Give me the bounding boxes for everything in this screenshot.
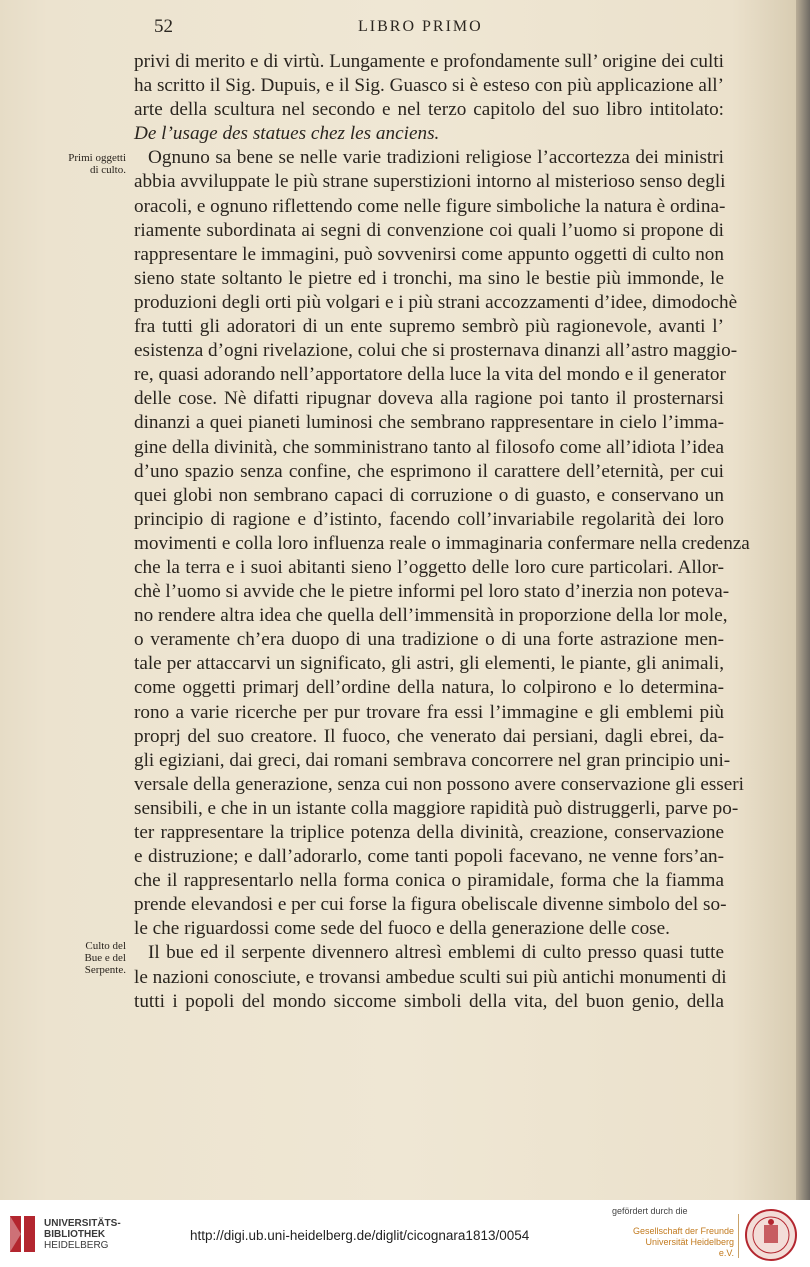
- text-line: arte della scultura nel secondo e nel terzo capitolo del suo libro intitolato:: [134, 99, 724, 121]
- text-line: fra tutti gli adoratori di un ente supremo sembrò più ragionevole, avanti l’: [134, 316, 724, 338]
- text-line: gine della divinità, che somministrano tanto al filosofo come all’idiota l’idea: [134, 436, 724, 458]
- text-line: le che riguardossi come sede del fuoco e della generazione delle cose.: [134, 918, 670, 940]
- library-name: UNIVERSITÄTS- BIBLIOTHEK HEIDELBERG: [44, 1218, 121, 1251]
- text-line: abbia avviluppate le più strane superstizioni intorno al misterioso senso degli: [134, 171, 726, 193]
- body-text: [134, 50, 750, 1014]
- book-spine: [796, 0, 810, 1200]
- text-line: rappresentare le immagini, può sovvenirsi come appunto oggetti di culto non: [134, 243, 724, 265]
- footer-divider: [738, 1214, 739, 1258]
- text-line: che il rappresentarlo nella forma conica o piramidale, forma che la fiamma: [134, 870, 724, 892]
- text-line: movimenti e colla loro influenza reale o immaginaria confermare nella credenza: [134, 532, 750, 554]
- text-line: ha scritto il Sig. Dupuis, e il Sig. Guasco si è esteso con più applicazione all’: [134, 75, 724, 97]
- text-line: prende elevandosi e per cui forse la figura obeliscale divenne simbolo del so-: [134, 894, 727, 916]
- text-line: chè l’uomo si avvide che le pietre informi pel loro stato d’inerzia non poteva-: [134, 581, 730, 603]
- margin-note-line: Bue e del: [84, 952, 126, 964]
- text-line: tale per attaccarvi un significato, gli astri, gli elementi, le piante, gli animali,: [134, 653, 724, 675]
- sponsor-intro: gefördert durch die: [612, 1206, 688, 1216]
- text-line: sensibili, e che in un istante colla maggiore rapidità può distruggerli, parve po-: [134, 797, 739, 819]
- margin-note-line: Serpente.: [84, 964, 126, 976]
- text-line: come oggetti primarj dell’ordine della natura, lo colpirono e lo determina-: [134, 677, 724, 699]
- text-line: proprj del suo creatore. Il fuoco, che venerato dai persiani, dagli ebrei, da-: [134, 725, 724, 747]
- text-line: gli egiziani, dai greci, dai romani sembrava concorrere nel gran principio uni-: [134, 749, 731, 771]
- margin-note-line: di culto.: [89, 164, 126, 176]
- page-header: [0, 16, 796, 46]
- text-line: re, quasi adorando nell’apportatore della luce la vita del mondo e il generator: [134, 364, 726, 386]
- text-line: principio di ragione e d’istinto, facendo coll’invariabile regolarità dei loro: [134, 508, 724, 530]
- text-line: che la terra e i suoi abitanti sieno l’oggetto delle loro cure particolari. Allor-: [134, 556, 724, 578]
- university-seal-icon: [744, 1208, 798, 1262]
- text-line: Ognuno sa bene se nelle varie tradizioni religiose l’accortezza dei ministri: [148, 147, 724, 169]
- page-number: 52: [154, 16, 173, 37]
- sponsor-name: Gesellschaft der Freunde Universität Heidelberg e.V.: [632, 1226, 734, 1258]
- text-line: delle cose. Nè difatti ripugnar doveva alla ragione poi tanto il prosternarsi: [134, 388, 724, 410]
- library-logo-icon: [8, 1214, 38, 1254]
- margin-note-line: Primi oggetti: [68, 152, 126, 164]
- text-line: sieno state soltanto le pietre ed i tronchi, ma sino le bestie più immonde, le: [134, 267, 724, 289]
- text-line: o veramente ch’era duopo di una tradizione o di una forte astrazione men-: [134, 629, 724, 651]
- text-line: privi di merito e di virtù. Lungamente e profondamente sull’ origine dei culti: [134, 51, 724, 72]
- text-line: versale della generazione, senza cui non possono avere conservazione gli esseri: [134, 773, 745, 795]
- text-line: tutti i popoli del mondo siccome simboli della vita, del buon genio, della: [134, 990, 724, 1012]
- text-line: Il bue ed il serpente divennero altresì emblemi di culto presso quasi tutte: [148, 942, 724, 964]
- text-line: oracoli, e ognuno riflettendo come nelle figure simboliche la natura è ordina-: [134, 195, 726, 217]
- margin-note-primi-oggetti: [60, 152, 126, 176]
- text-line: produzioni degli orti più volgari e i più strani accozzamenti d’idee, dimodochè: [134, 291, 738, 313]
- source-url-link[interactable]: http://digi.ub.uni-heidelberg.de/diglit/cicognara1813/0054: [190, 1228, 530, 1243]
- text-line: no rendere altra idea che quella dell’immensità in proporzione della lor mole,: [134, 605, 728, 627]
- text-line: d’uno spazio senza confine, che esprimono il carattere dell’eternità, per cui: [134, 460, 724, 482]
- text-line: De l’usage des statues chez les anciens.: [134, 123, 440, 145]
- margin-note-line: Culto del: [85, 940, 126, 952]
- footer-bar: [0, 1200, 810, 1267]
- text-line: esistenza d’ogni rivelazione, colui che si prosternava dinanzi all’astro maggio-: [134, 340, 738, 362]
- running-title: LIBRO PRIMO: [358, 18, 483, 35]
- text-line: riamente subordinata ai segni di convenzione coi quali l’uomo si propone di: [134, 219, 724, 241]
- margin-note-culto-del-bue: [60, 940, 126, 976]
- text-line: e distruzione; e dall’adorarlo, come tanti popoli facevano, ne venne fors’an-: [134, 846, 724, 868]
- text-line: dinanzi a quei pianeti luminosi che sembrano rappresentare in cielo l’imma-: [134, 412, 724, 434]
- text-line: le nazioni conosciute, e trovansi ambedue sculti sui più antichi monumenti di: [134, 966, 727, 988]
- text-line: quei globi non sembrano capaci di corruzione o di guasto, e conservano un: [134, 484, 724, 506]
- text-line: rono a varie ricerche per pur trovare fra essi l’immagine e gli emblemi più: [134, 701, 724, 723]
- text-line: ter rappresentare la triplice potenza della divinità, creazione, conservazione: [134, 822, 724, 843]
